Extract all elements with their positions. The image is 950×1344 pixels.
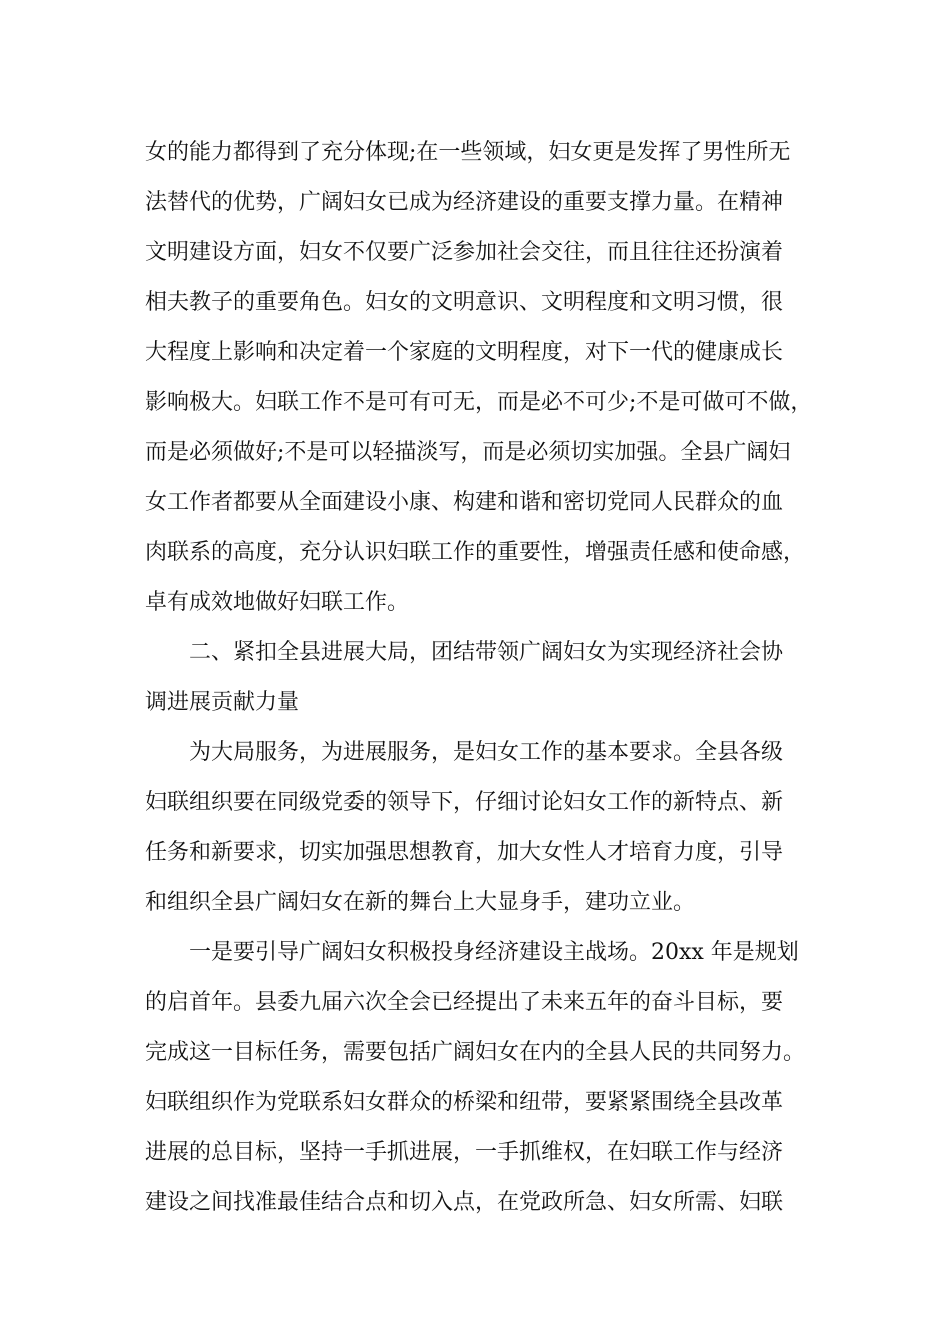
text-line-16: 和组织全县广阔妇女在新的舞台上大显身手，建功立业。	[145, 890, 696, 915]
text-line-10: 卓有成效地做好妇联工作。	[145, 590, 410, 615]
text-line-4: 相夫教子的重要角色。妇女的文明意识、文明程度和文明习惯，很	[145, 290, 784, 315]
text-line-15: 任务和新要求，切实加强思想教育，加大女性人才培育力度，引导	[145, 840, 784, 865]
section-heading-line-1: 二、紧扣全县进展大局，团结带领广阔妇女为实现经济社会协	[189, 640, 784, 665]
text-line-6: 影响极大。妇联工作不是可有可无，而是必不可少;不是可做可不做，	[145, 390, 813, 415]
text-line-22: 建设之间找准最佳结合点和切入点，在党政所急、妇女所需、妇联	[145, 1190, 784, 1215]
text-line-7: 而是必须做好;不是可以轻描淡写，而是必须切实加强。全县广阔妇	[145, 440, 791, 465]
section-heading-line-2: 调进展贡献力量	[145, 690, 300, 715]
text-line-18: 的启首年。县委九届六次全会已经提出了未来五年的奋斗目标，要	[145, 990, 784, 1015]
text-line-5: 大程度上影响和决定着一个家庭的文明程度，对下一代的健康成长	[145, 340, 784, 365]
text-line-3: 文明建设方面，妇女不仅要广泛参加社会交往，而且往往还扮演着	[145, 240, 784, 265]
text-line-17: 一是要引导广阔妇女积极投身经济建设主战场。20xx 年是规划	[189, 940, 799, 965]
text-line-2: 法替代的优势，广阔妇女已成为经济建设的重要支撑力量。在精神	[145, 190, 784, 215]
text-line-20: 妇联组织作为党联系妇女群众的桥梁和纽带，要紧紧围绕全县改革	[145, 1090, 784, 1115]
text-line-9: 肉联系的高度，充分认识妇联工作的重要性，增强责任感和使命感，	[145, 540, 806, 565]
text-line-1: 女的能力都得到了充分体现;在一些领域，妇女更是发挥了男性所无	[145, 140, 791, 165]
text-line-19: 完成这一目标任务，需要包括广阔妇女在内的全县人民的共同努力。	[145, 1040, 806, 1065]
document-body	[145, 128, 835, 1228]
text-line-21: 进展的总目标，坚持一手抓进展，一手抓维权，在妇联工作与经济	[145, 1140, 784, 1165]
text-line-13: 为大局服务，为进展服务，是妇女工作的基本要求。全县各级	[189, 740, 784, 765]
text-line-8: 女工作者都要从全面建设小康、构建和谐和密切党同人民群众的血	[145, 490, 784, 515]
text-line-14: 妇联组织要在同级党委的领导下，仔细讨论妇女工作的新特点、新	[145, 790, 784, 815]
